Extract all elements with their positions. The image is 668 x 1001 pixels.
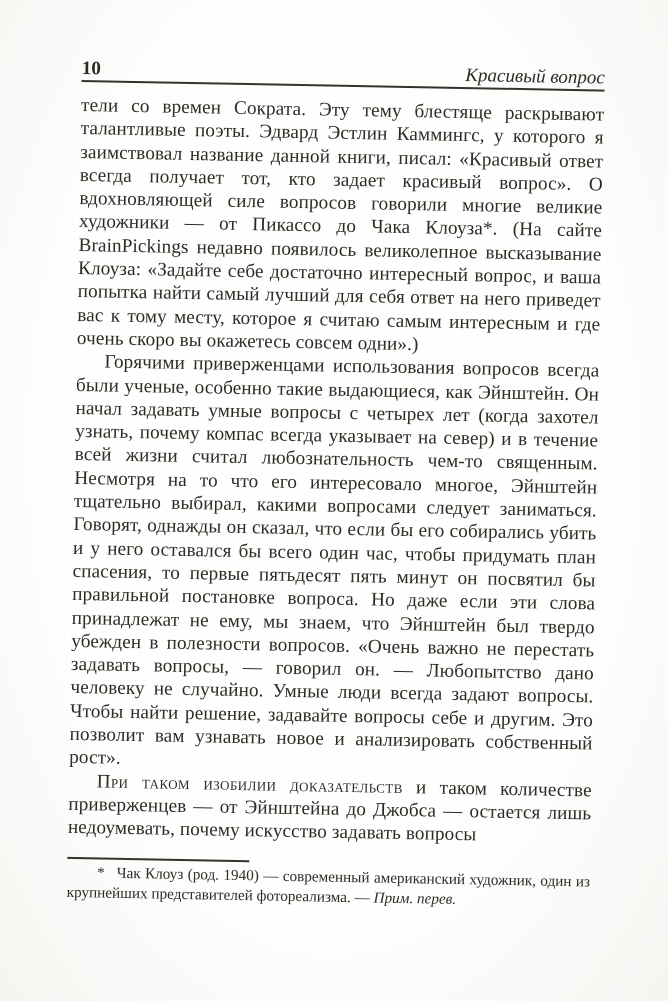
footnote-body: Чак Клоуз (род. 1940) — современный американский художник, один из крупнейших представителей фотореализма. — [66, 864, 591, 906]
body-text [68, 94, 605, 849]
paragraph-section-start [68, 769, 592, 848]
footnote-text [67, 863, 591, 912]
paragraph-einstein: Горячими приверженцами использования вопросов всегда были ученые, особенно такие выдающиеся, как Эйнштейн. Он начал задавать умные вопросы с четырех лет (когда захотел узнать, почему компас всегда указывает на север) и в течение всей жизни считал любознательность чем-то священным. Несмотря на то что его интересовало многое, Эйнштейн тщательно выбирал, какими вопросами следует заниматься. Говорят, однажды он сказал, что если бы его собирались убить и у него оставался бы всего один час, чтобы придумать план спасения, то первые пятьдесят пять минут он посвятил бы правильной постановке вопроса. Но даже если эти слова принадлежат не ему, мы знаем, что Эйнштейн был твердо убежден в полезности вопросов. «Очень важно не перестать задавать вопросы, — говорил он. — Любопытство дано человеку не случайно. Умные люди всегда задают вопросы. Чтобы найти решение, задавайте вопросы себе и другим. Это позволит вам узнавать новое и анализировать собственный рост». [69, 351, 600, 770]
footnote-translator-note: Прим. перев. [373, 888, 457, 908]
paragraph-continuation: тели со времен Сократа. Эту тему блестяще раскрывают талантливые поэты. Эдвард Эстлин Каммингс, у которого я заимствовал название данной книги, писал: «Красивый ответ всегда получает тот, кто задает красивый вопрос». О вдохновляющей силе вопросов говорили многие великие художники — от Пикассо до Чака Клоуза*. (На сайте BrainPickings недавно появилось великолепное высказывание Клоуза: «Задайте себе достаточно интересный вопрос, и ваша попытка найти самый лучший для себя ответ на него приведет вас к тому месту, которое я считаю самым интересным и где очень скоро вы окажетесь совсем одни».) [76, 94, 605, 356]
page-content [67, 59, 605, 911]
footnote-block [67, 857, 591, 912]
smallcaps-lead: При таком изобилии доказательств [96, 771, 403, 798]
page-number: 10 [81, 58, 102, 80]
paragraph-section-rest: и таком количестве приверженцев — от Эйнштейна до Джобса — остается лишь недоумевать, почему искусство задавать вопросы [67, 776, 592, 846]
footnote-marker: * [96, 864, 105, 882]
page-header [82, 59, 605, 92]
running-title: Красивый вопрос [465, 65, 605, 89]
